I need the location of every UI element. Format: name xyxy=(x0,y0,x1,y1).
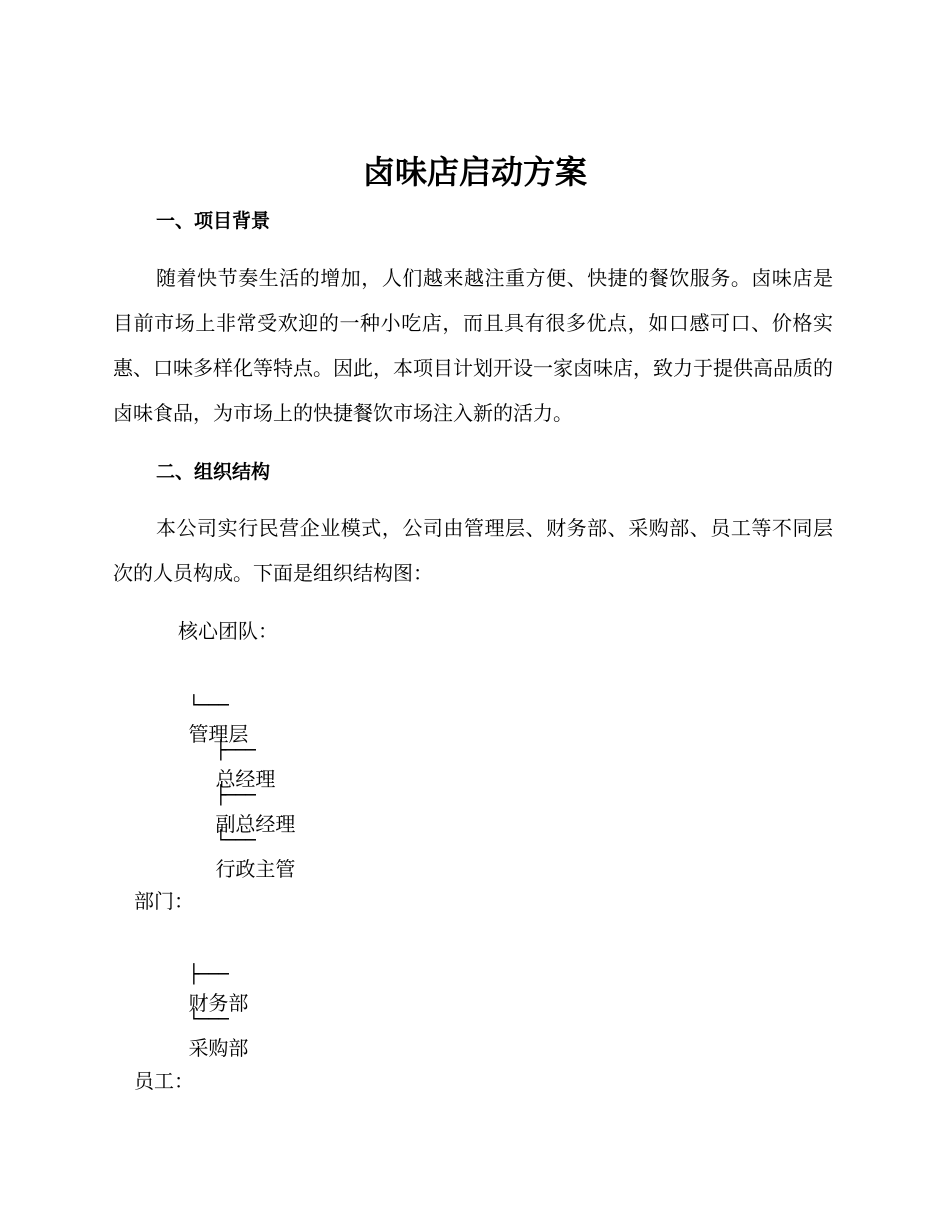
section-paragraph-organization: 本公司实行民营企业模式，公司由管理层、财务部、采购部、员工等不同层次的人员构成。下面是组织结构图： xyxy=(113,516,833,585)
org-node-label: 副总经理 xyxy=(215,812,296,836)
org-node-admin-supervisor xyxy=(190,797,295,911)
org-node-label: 行政主管 xyxy=(215,857,296,881)
section-heading-organization: 二、组织结构 xyxy=(156,461,271,483)
tree-branch-icon: ├─── xyxy=(188,964,228,985)
org-core-team-label: 核心团队： xyxy=(178,619,278,643)
tree-branch-icon: └─── xyxy=(188,695,228,716)
tree-branch-icon: └─── xyxy=(188,1009,228,1030)
tree-branch-icon: ├─── xyxy=(215,785,255,806)
tree-branch-icon: ├─── xyxy=(215,740,255,761)
org-node-label: 管理层 xyxy=(188,722,249,746)
section-heading-background: 一、项目背景 xyxy=(156,210,271,232)
org-node-label: 财务部 xyxy=(188,991,249,1015)
section-paragraph-background: 随着快节奏生活的增加，人们越来越注重方便、快捷的餐饮服务。卤味店是目前市场上非常受欢迎的一种小吃店，而且具有很多优点，如口感可口、价格实惠、口味多样化等特点。因此，本项目计划开设一家卤味店，致力于提供高品质的卤味食品，为市场上的快捷餐饮市场注入新的活力。 xyxy=(113,266,833,425)
document-title: 卤味店启动方案 xyxy=(362,153,587,191)
org-node-label: 采购部 xyxy=(188,1036,249,1060)
org-staff-label: 员工： xyxy=(134,1069,194,1093)
org-node-label: 总经理 xyxy=(215,767,276,791)
tree-branch-icon: └─── xyxy=(215,830,255,851)
org-departments-label: 部门： xyxy=(134,889,194,913)
